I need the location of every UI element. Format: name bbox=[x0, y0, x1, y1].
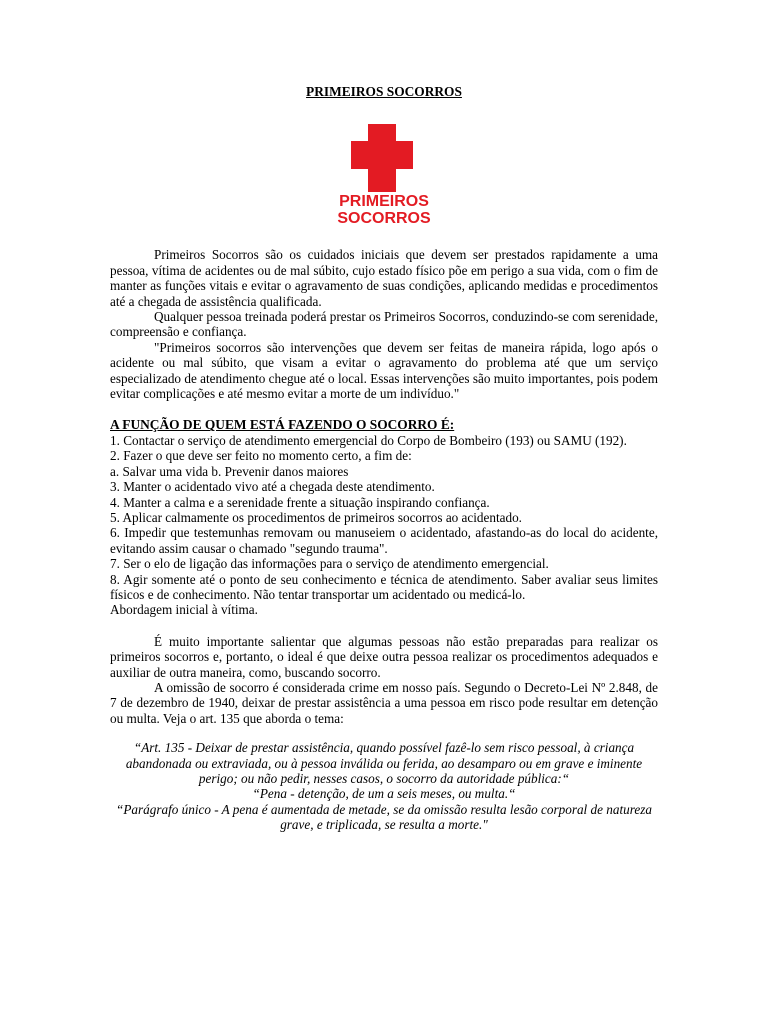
list-item: 5. Aplicar calmamente os procedimentos de primeiros socorros ao acidentado. bbox=[110, 509, 522, 525]
quote-article: “Art. 135 - Deixar de prestar assistência, quando possível fazê-lo sem risco pessoal, à criança abandonada ou extraviada, ou à pessoa inválida ou ferida, ao desamparo ou em grave e iminente perigo; ou não pedir, nesses casos, o socorro da autoridade pública:“ bbox=[125, 740, 643, 786]
document-page bbox=[110, 84, 658, 833]
list-item: Abordagem inicial à vítima. bbox=[110, 602, 258, 618]
list-item: 7. Ser o elo de ligação das informações para o serviço de atendimento emergencial. bbox=[110, 556, 549, 572]
intro-paragraph-3: "Primeiros socorros são intervenções que devem ser feitas de maneira rápida, logo após o acidente ou mal súbito, que visam a evitar o agravamento do problema até que um serviço especializado de atendimento chegue até o local. Essas intervenções são muito importantes, pois podem evitar complicações e até mesmo evitar a morte de um indivíduo." bbox=[110, 339, 658, 402]
list-item: 4. Manter a calma e a serenidade frente a situação inspirando confiança. bbox=[110, 494, 490, 510]
closing-section bbox=[110, 634, 658, 726]
quote-paragraph: “Parágrafo único - A pena é aumentada de metade, se da omissão resulta lesão corporal de natureza grave, e triplicada, se resulta a morte." bbox=[116, 801, 652, 833]
page-title: PRIMEIROS SOCORROS bbox=[306, 84, 462, 99]
list-item: a. Salvar uma vida b. Prevenir danos maiores bbox=[110, 463, 349, 479]
list-item: 3. Manter o acidentado vivo até a chegada deste atendimento. bbox=[110, 479, 435, 495]
logo-text-line1: PRIMEIROS bbox=[339, 193, 429, 211]
list-item: 2. Fazer o que deve ser feito no momento certo, a fim de: bbox=[110, 448, 412, 464]
duties-list bbox=[110, 433, 658, 618]
intro-paragraph-2: Qualquer pessoa treinada poderá prestar os Primeiros Socorros, conduzindo-se com serenidade, compreensão e confiança. bbox=[110, 309, 658, 340]
list-item: 1. Contactar o serviço de atendimento emergencial do Corpo de Bombeiro (193) ou SAMU (192). bbox=[110, 432, 627, 448]
section-heading: A FUNÇÃO DE QUEM ESTÁ FAZENDO O SOCORRO É: bbox=[110, 417, 455, 433]
list-item: 8. Agir somente até o ponto de seu conhecimento e técnica de atendimento. Saber avaliar seus limites físicos e de conhecimento. Não tentar transportar um acidentado ou medicá-lo. bbox=[110, 571, 658, 602]
intro-paragraph-1: Primeiros Socorros são os cuidados iniciais que devem ser prestados rapidamente a uma pessoa, vítima de acidentes ou de mal súbito, cujo estado físico põe em perigo a sua vida, com o fim de manter as funções vitais e evitar o agravamento de suas condições, aplicando medidas e procedimentos até a chegada de assistência qualificada. bbox=[110, 247, 658, 309]
first-aid-logo bbox=[324, 124, 444, 226]
closing-paragraph-1: É muito importante salientar que algumas pessoas não estão preparadas para realizar os primeiros socorros e, portanto, o ideal é que deixe outra pessoa realizar os procedimentos adequados e auxiliar de outra maneira, como, buscando socorro. bbox=[110, 633, 658, 680]
list-item: 6. Impedir que testemunhas removam ou manuseiem o acidentado, afastando-as do local do acidente, evitando assim causar o chamado "segundo trauma". bbox=[110, 525, 658, 556]
logo-text-line2: SOCORROS bbox=[337, 210, 431, 227]
quote-penalty: “Pena - detenção, de um a seis meses, ou multa.“ bbox=[252, 786, 516, 802]
law-quote bbox=[110, 740, 658, 832]
closing-paragraph-2: A omissão de socorro é considerada crime em nosso país. Segundo o Decreto-Lei Nº 2.848, de 7 de dezembro de 1940, deixar de prestar assistência a uma pessoa em risco pode resultar em detenção ou multa. Veja o art. 135 que aborda o tema: bbox=[110, 679, 658, 726]
red-cross-icon bbox=[351, 124, 413, 192]
intro-section bbox=[110, 247, 658, 401]
